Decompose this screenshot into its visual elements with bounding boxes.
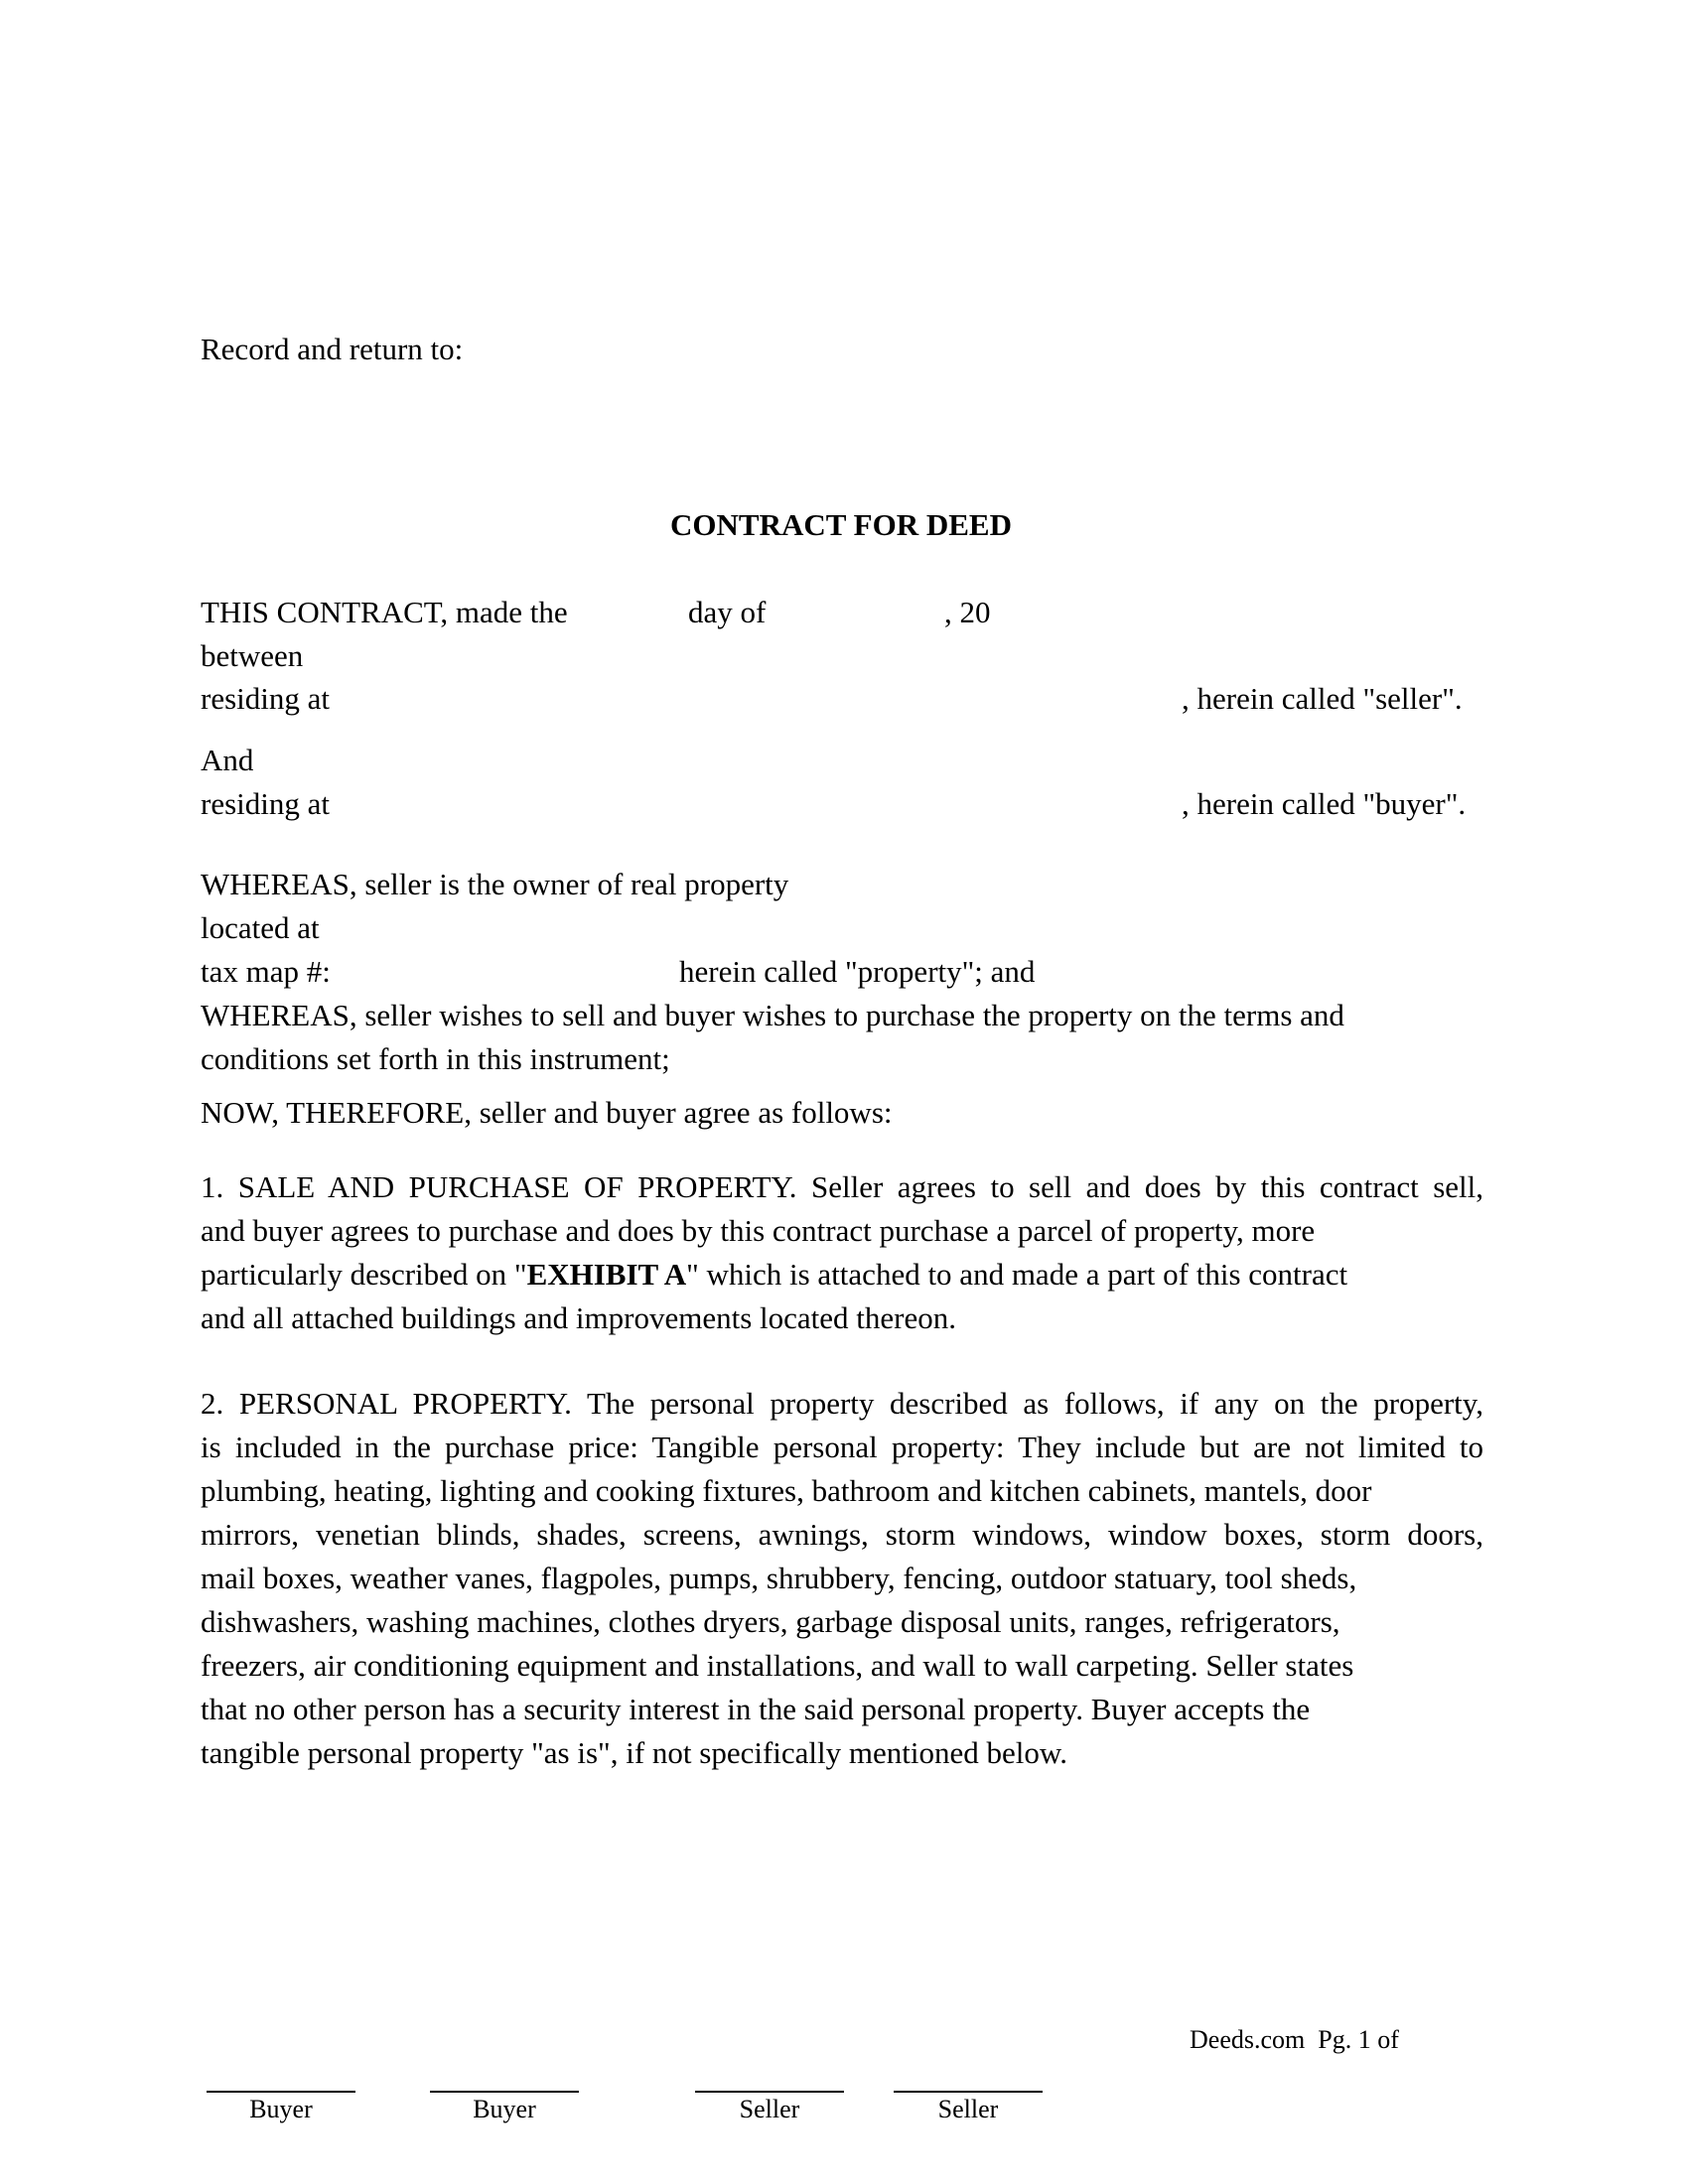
buyer-residing-at: residing at xyxy=(201,786,330,821)
whereas-property-called: herein called "property"; and xyxy=(679,954,1036,989)
section-2-line: freezers, air conditioning equipment and installations, and wall to wall carpeting. Seller states xyxy=(201,1648,1354,1683)
section-2-line: 2. PERSONAL PROPERTY. The personal property described as follows, if any on the property, xyxy=(201,1386,1483,1421)
signature-line xyxy=(894,2091,1043,2093)
signature-label: Buyer xyxy=(249,2095,313,2123)
document-title: CONTRACT FOR DEED xyxy=(670,507,1012,542)
record-and-return-label: Record and return to: xyxy=(201,332,464,366)
signature-seller-2 xyxy=(894,2091,1043,2124)
whereas-tax-map: tax map #: xyxy=(201,954,331,989)
section-1-text: particularly described on " xyxy=(201,1257,527,1292)
signature-label: Seller xyxy=(937,2095,999,2123)
section-1-line: and buyer agrees to purchase and does by this contract purchase a parcel of property, more xyxy=(201,1213,1316,1248)
intro-day-of: day of xyxy=(688,595,767,629)
whereas-owner: WHEREAS, seller is the owner of real property xyxy=(201,867,789,901)
intro-and: And xyxy=(201,743,254,777)
section-1-text: " which is attached to and made a part of this contract xyxy=(686,1257,1348,1292)
signature-line xyxy=(695,2091,844,2093)
signature-buyer-2 xyxy=(430,2091,579,2124)
seller-residing-at: residing at xyxy=(201,681,330,716)
seller-herein-called: , herein called "seller". xyxy=(1182,681,1463,716)
section-2-line: that no other person has a security interest in the said personal property. Buyer accepts the xyxy=(201,1692,1311,1726)
whereas-wishes: WHEREAS, seller wishes to sell and buyer wishes to purchase the property on the terms and xyxy=(201,998,1344,1032)
intro-made-the: THIS CONTRACT, made the xyxy=(201,595,568,629)
signature-line xyxy=(207,2091,355,2093)
signature-seller-1 xyxy=(695,2091,844,2124)
exhibit-a-reference: EXHIBIT A xyxy=(526,1257,687,1292)
section-1-line: 1. SALE AND PURCHASE OF PROPERTY. Seller agrees to sell and does by this contract sell, xyxy=(201,1169,1483,1204)
section-2-line: tangible personal property "as is", if not specifically mentioned below. xyxy=(201,1735,1067,1770)
page-footer-label: Deeds.com Pg. 1 of xyxy=(1190,2025,1399,2054)
section-2-line: dishwashers, washing machines, clothes dryers, garbage disposal units, ranges, refrigerators, xyxy=(201,1604,1340,1639)
intro-year-prefix: , 20 xyxy=(944,595,991,629)
section-1-line: and all attached buildings and improvements located thereon. xyxy=(201,1300,956,1335)
buyer-herein-called: , herein called "buyer". xyxy=(1182,786,1467,821)
section-1-line xyxy=(201,1257,1347,1293)
whereas-conditions: conditions set forth in this instrument; xyxy=(201,1041,670,1076)
signature-label: Seller xyxy=(739,2095,800,2123)
now-therefore: NOW, THEREFORE, seller and buyer agree as follows: xyxy=(201,1095,893,1130)
section-2-line: is included in the purchase price: Tangible personal property: They include but are not limited to xyxy=(201,1430,1483,1464)
signature-line xyxy=(430,2091,579,2093)
section-2-line: mail boxes, weather vanes, flagpoles, pumps, shrubbery, fencing, outdoor statuary, tool sheds, xyxy=(201,1561,1357,1595)
section-2-line: mirrors, venetian blinds, shades, screens, awnings, storm windows, window boxes, storm doors, xyxy=(201,1517,1483,1552)
signature-label: Buyer xyxy=(473,2095,536,2123)
whereas-located-at: located at xyxy=(201,910,320,945)
intro-between: between xyxy=(201,638,304,673)
signature-buyer-1 xyxy=(207,2091,355,2124)
section-2-line: plumbing, heating, lighting and cooking fixtures, bathroom and kitchen cabinets, mantels, door xyxy=(201,1473,1372,1508)
